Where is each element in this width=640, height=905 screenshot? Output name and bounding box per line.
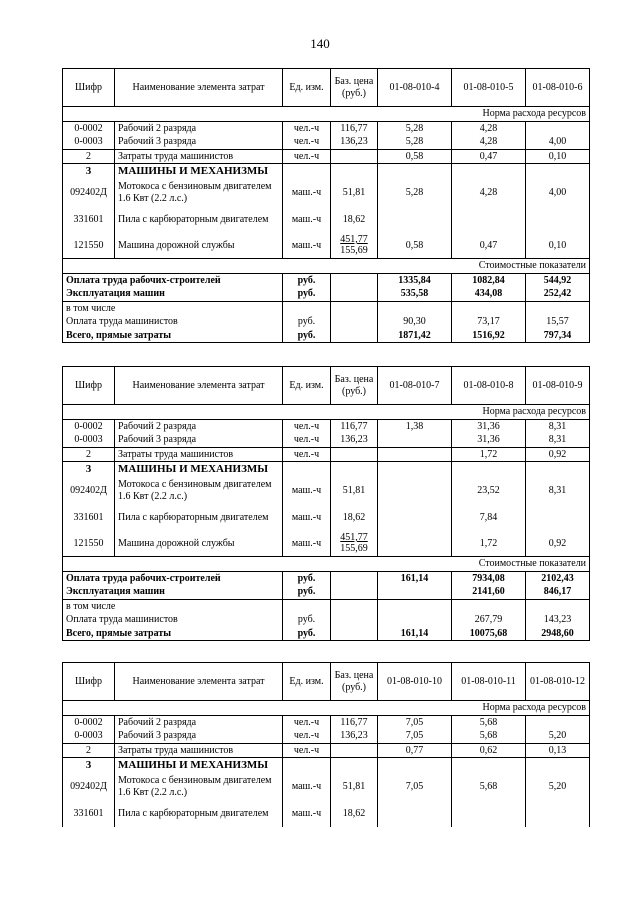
row-value: 0,58 <box>378 233 452 259</box>
row-code: 331601 <box>63 207 115 233</box>
page-number: 140 <box>310 36 330 51</box>
row-price: 136,23 <box>331 729 378 743</box>
row-unit: чел.-ч <box>283 419 331 433</box>
row-unit: чел.-ч <box>283 135 331 149</box>
cost-name: Оплата труда рабочих-строителей <box>63 571 283 585</box>
row-unit: чел.-ч <box>283 433 331 447</box>
row-unit: чел.-ч <box>283 715 331 729</box>
col-unit-header: Ед. изм. <box>283 663 331 701</box>
row-value <box>526 715 590 729</box>
cost-value: 15,57 <box>526 315 590 329</box>
col-code-c: 01-08-010-9 <box>526 367 590 405</box>
cost-row <box>63 301 590 315</box>
row-value: 31,36 <box>452 433 526 447</box>
row-price-pair <box>331 531 378 557</box>
section-title: МАШИНЫ И МЕХАНИЗМЫ <box>115 758 283 773</box>
cost-value <box>378 301 452 315</box>
row-name: Пила с карбюраторным двигателем <box>115 801 283 827</box>
row-price: 116,77 <box>331 419 378 433</box>
cost-name: Всего, прямые затраты <box>63 329 283 343</box>
cost-value: 161,14 <box>378 571 452 585</box>
cost-value: 2141,60 <box>452 585 526 599</box>
row-value: 8,31 <box>526 419 590 433</box>
col-name-header: Наименование элемента затрат <box>115 367 283 405</box>
row-value: 5,68 <box>452 729 526 743</box>
col-unit-header: Ед. изм. <box>283 367 331 405</box>
row-value: 0,10 <box>526 233 590 259</box>
row-name: Рабочий 2 разряда <box>115 419 283 433</box>
row-unit: чел.-ч <box>283 149 331 164</box>
section-number: 3 <box>63 164 115 179</box>
row-name: Мотокоса с бензиновым двигателем 1.6 Квт (2.2 л.с.) <box>115 773 283 801</box>
row-price-secondary: 155,69 <box>340 245 368 257</box>
row-price: 18,62 <box>331 505 378 531</box>
row-price: 18,62 <box>331 207 378 233</box>
section-row <box>63 164 590 179</box>
table-header-row <box>63 69 590 107</box>
row-name: Затраты труда машинистов <box>115 447 283 462</box>
col-code-a: 01-08-010-4 <box>378 69 452 107</box>
norm-label-row <box>63 701 590 716</box>
row-value <box>378 801 452 827</box>
row-price: 18,62 <box>331 801 378 827</box>
row-price-pair <box>331 233 378 259</box>
row-price: 136,23 <box>331 135 378 149</box>
row-value: 4,28 <box>452 179 526 207</box>
cost-value <box>378 613 452 627</box>
table-row <box>63 149 590 164</box>
row-value: 0,10 <box>526 149 590 164</box>
row-value: 5,28 <box>378 135 452 149</box>
row-code: 092402Д <box>63 179 115 207</box>
row-value: 0,77 <box>378 743 452 758</box>
row-name: Затраты труда машинистов <box>115 149 283 164</box>
cost-value: 267,79 <box>452 613 526 627</box>
row-value: 5,20 <box>526 773 590 801</box>
section-row <box>63 462 590 477</box>
row-value <box>526 207 590 233</box>
row-value <box>452 207 526 233</box>
resource-table-2 <box>62 366 590 641</box>
row-value: 0,92 <box>526 447 590 462</box>
cost-unit: руб. <box>283 273 331 287</box>
row-name: Рабочий 3 разряда <box>115 135 283 149</box>
row-code: 121550 <box>63 531 115 557</box>
cost-value: 434,08 <box>452 287 526 301</box>
col-code-b: 01-08-010-8 <box>452 367 526 405</box>
row-name: Пила с карбюраторным двигателем <box>115 207 283 233</box>
row-unit: маш.-ч <box>283 531 331 557</box>
cost-value: 544,92 <box>526 273 590 287</box>
col-code-b: 01-08-010-5 <box>452 69 526 107</box>
col-code-a: 01-08-010-7 <box>378 367 452 405</box>
cost-unit <box>283 599 331 613</box>
norm-label-row <box>63 107 590 122</box>
row-price: 51,81 <box>331 773 378 801</box>
row-unit: маш.-ч <box>283 773 331 801</box>
row-code: 0-0003 <box>63 433 115 447</box>
row-value: 0,47 <box>452 233 526 259</box>
cost-value <box>452 301 526 315</box>
cost-row <box>63 273 590 287</box>
row-name: Пила с карбюраторным двигателем <box>115 505 283 531</box>
cost-value <box>378 585 452 599</box>
cost-row <box>63 599 590 613</box>
row-value <box>526 121 590 135</box>
col-code-c: 01-08-010-6 <box>526 69 590 107</box>
row-unit: чел.-ч <box>283 729 331 743</box>
row-code: 121550 <box>63 233 115 259</box>
col-code-header: Шифр <box>63 69 115 107</box>
cost-name: Всего, прямые затраты <box>63 627 283 641</box>
row-value <box>452 801 526 827</box>
cost-value <box>378 599 452 613</box>
norm-label: Норма расхода ресурсов <box>63 701 590 716</box>
cost-value: 73,17 <box>452 315 526 329</box>
cost-value: 1335,84 <box>378 273 452 287</box>
col-unit-header: Ед. изм. <box>283 69 331 107</box>
col-price-header: Баз. цена (руб.) <box>331 367 378 405</box>
table-row <box>63 729 590 743</box>
row-unit: чел.-ч <box>283 743 331 758</box>
row-code: 0-0002 <box>63 419 115 433</box>
table-row <box>63 477 590 505</box>
table-row <box>63 121 590 135</box>
cost-value <box>526 599 590 613</box>
cost-name: Оплата труда рабочих-строителей <box>63 273 283 287</box>
cost-name: в том числе <box>63 599 283 613</box>
cost-value: 143,23 <box>526 613 590 627</box>
col-code-header: Шифр <box>63 663 115 701</box>
col-price-header: Баз. цена (руб.) <box>331 663 378 701</box>
row-unit: маш.-ч <box>283 477 331 505</box>
table-row <box>63 743 590 758</box>
row-name: Рабочий 2 разряда <box>115 715 283 729</box>
row-code: 092402Д <box>63 477 115 505</box>
cost-unit: руб. <box>283 287 331 301</box>
row-value: 0,13 <box>526 743 590 758</box>
row-unit: маш.-ч <box>283 233 331 259</box>
row-unit: маш.-ч <box>283 179 331 207</box>
row-name: Рабочий 3 разряда <box>115 729 283 743</box>
cost-unit: руб. <box>283 571 331 585</box>
table-row <box>63 715 590 729</box>
cost-label: Стоимостные показатели <box>63 259 590 274</box>
row-code: 0-0003 <box>63 135 115 149</box>
table-row <box>63 801 590 827</box>
row-value: 5,68 <box>452 715 526 729</box>
col-name-header: Наименование элемента затрат <box>115 69 283 107</box>
row-code: 0-0002 <box>63 715 115 729</box>
section-title: МАШИНЫ И МЕХАНИЗМЫ <box>115 164 283 179</box>
row-value: 5,68 <box>452 773 526 801</box>
norm-label-row <box>63 405 590 420</box>
section-row <box>63 758 590 773</box>
cost-value: 2948,60 <box>526 627 590 641</box>
col-code-header: Шифр <box>63 367 115 405</box>
row-value: 0,47 <box>452 149 526 164</box>
cost-row <box>63 585 590 599</box>
row-value: 4,28 <box>452 135 526 149</box>
cost-value <box>452 599 526 613</box>
cost-name: Оплата труда машинистов <box>63 613 283 627</box>
cost-row <box>63 329 590 343</box>
row-price: 136,23 <box>331 433 378 447</box>
cost-unit <box>283 301 331 315</box>
table-row <box>63 447 590 462</box>
cost-row <box>63 571 590 585</box>
cost-value: 252,42 <box>526 287 590 301</box>
row-code: 092402Д <box>63 773 115 801</box>
row-code: 0-0003 <box>63 729 115 743</box>
row-value <box>526 801 590 827</box>
row-price: 116,77 <box>331 715 378 729</box>
row-price <box>331 743 378 758</box>
row-value: 8,31 <box>526 433 590 447</box>
row-code: 331601 <box>63 505 115 531</box>
row-value: 31,36 <box>452 419 526 433</box>
cost-label: Стоимостные показатели <box>63 557 590 572</box>
row-code: 2 <box>63 743 115 758</box>
row-unit: маш.-ч <box>283 801 331 827</box>
cost-name: Эксплуатация машин <box>63 585 283 599</box>
row-value: 7,05 <box>378 773 452 801</box>
row-value: 4,00 <box>526 135 590 149</box>
row-name: Рабочий 3 разряда <box>115 433 283 447</box>
row-name: Мотокоса с бензиновым двигателем 1.6 Квт (2.2 л.с.) <box>115 477 283 505</box>
row-code: 331601 <box>63 801 115 827</box>
cost-value: 2102,43 <box>526 571 590 585</box>
row-name: Затраты труда машинистов <box>115 743 283 758</box>
table-row <box>63 179 590 207</box>
cost-value: 1082,84 <box>452 273 526 287</box>
row-value <box>378 433 452 447</box>
cost-name: в том числе <box>63 301 283 315</box>
row-unit: чел.-ч <box>283 447 331 462</box>
row-price: 451,77 <box>340 233 368 245</box>
row-price <box>331 149 378 164</box>
cost-label-row <box>63 557 590 572</box>
cost-value: 1871,42 <box>378 329 452 343</box>
cost-unit: руб. <box>283 329 331 343</box>
table-row <box>63 419 590 433</box>
table-row <box>63 433 590 447</box>
row-unit: маш.-ч <box>283 207 331 233</box>
table-row <box>63 531 590 557</box>
row-value: 4,28 <box>452 121 526 135</box>
norm-label: Норма расхода ресурсов <box>63 107 590 122</box>
row-value: 5,28 <box>378 121 452 135</box>
row-value: 7,05 <box>378 715 452 729</box>
cost-unit: руб. <box>283 315 331 329</box>
resource-table-3 <box>62 662 590 827</box>
row-value: 4,00 <box>526 179 590 207</box>
cost-row <box>63 627 590 641</box>
cost-label-row <box>63 259 590 274</box>
table-row <box>63 233 590 259</box>
norm-label: Норма расхода ресурсов <box>63 405 590 420</box>
table-header-row <box>63 663 590 701</box>
row-code: 2 <box>63 447 115 462</box>
cost-unit: руб. <box>283 627 331 641</box>
row-name: Машина дорожной службы <box>115 233 283 259</box>
row-value: 5,20 <box>526 729 590 743</box>
table-row <box>63 773 590 801</box>
section-title: МАШИНЫ И МЕХАНИЗМЫ <box>115 462 283 477</box>
cost-unit: руб. <box>283 585 331 599</box>
row-value <box>378 477 452 505</box>
row-value <box>378 207 452 233</box>
row-value: 8,31 <box>526 477 590 505</box>
col-code-b: 01-08-010-11 <box>452 663 526 701</box>
table-row <box>63 207 590 233</box>
cost-value: 7934,08 <box>452 571 526 585</box>
cost-row <box>63 613 590 627</box>
col-code-c: 01-08-010-12 <box>526 663 590 701</box>
row-value <box>526 505 590 531</box>
section-number: 3 <box>63 462 115 477</box>
cost-unit: руб. <box>283 613 331 627</box>
cost-value: 797,34 <box>526 329 590 343</box>
row-name: Рабочий 2 разряда <box>115 121 283 135</box>
row-value: 0,58 <box>378 149 452 164</box>
row-value: 1,38 <box>378 419 452 433</box>
row-value: 7,05 <box>378 729 452 743</box>
section-number: 3 <box>63 758 115 773</box>
resource-table-1 <box>62 68 590 343</box>
cost-value: 1516,92 <box>452 329 526 343</box>
row-value: 0,92 <box>526 531 590 557</box>
table-row <box>63 505 590 531</box>
row-price: 51,81 <box>331 179 378 207</box>
row-value <box>378 531 452 557</box>
col-price-header: Баз. цена (руб.) <box>331 69 378 107</box>
cost-value: 10075,68 <box>452 627 526 641</box>
row-value: 7,84 <box>452 505 526 531</box>
table-header-row <box>63 367 590 405</box>
row-value: 5,28 <box>378 179 452 207</box>
row-price-secondary: 155,69 <box>340 543 368 555</box>
cost-row <box>63 315 590 329</box>
row-price: 451,77 <box>340 531 368 543</box>
row-value: 1,72 <box>452 531 526 557</box>
cost-row <box>63 287 590 301</box>
row-value: 0,62 <box>452 743 526 758</box>
cost-name: Эксплуатация машин <box>63 287 283 301</box>
row-value: 23,52 <box>452 477 526 505</box>
row-name: Мотокоса с бензиновым двигателем 1.6 Квт (2.2 л.с.) <box>115 179 283 207</box>
cost-name: Оплата труда машинистов <box>63 315 283 329</box>
cost-value: 535,58 <box>378 287 452 301</box>
row-unit: маш.-ч <box>283 505 331 531</box>
row-price: 51,81 <box>331 477 378 505</box>
table-row <box>63 135 590 149</box>
row-code: 2 <box>63 149 115 164</box>
row-value <box>378 447 452 462</box>
row-code: 0-0002 <box>63 121 115 135</box>
cost-value: 161,14 <box>378 627 452 641</box>
row-value <box>378 505 452 531</box>
cost-value: 846,17 <box>526 585 590 599</box>
row-unit: чел.-ч <box>283 121 331 135</box>
row-price <box>331 447 378 462</box>
row-value: 1,72 <box>452 447 526 462</box>
cost-value: 90,30 <box>378 315 452 329</box>
col-name-header: Наименование элемента затрат <box>115 663 283 701</box>
row-price: 116,77 <box>331 121 378 135</box>
col-code-a: 01-08-010-10 <box>378 663 452 701</box>
row-name: Машина дорожной службы <box>115 531 283 557</box>
cost-value <box>526 301 590 315</box>
